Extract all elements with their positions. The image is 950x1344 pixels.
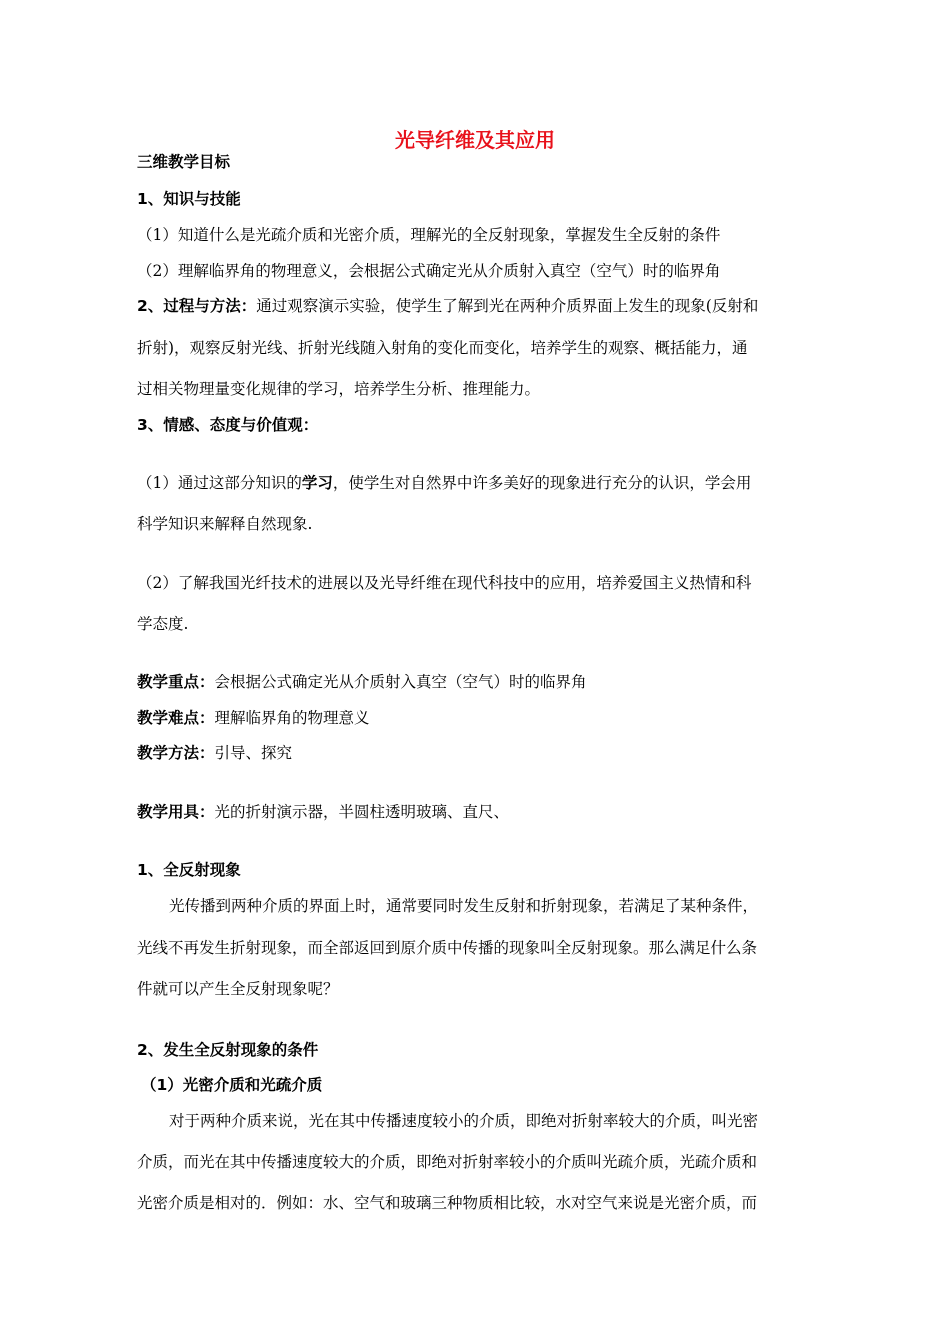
process-heading: 2、过程与方法： (137, 297, 257, 315)
section-2-sub-heading: （1）光密介质和光疏介质 (141, 1076, 323, 1094)
emotion-item-1-post: ，使学生对自然界中许多美好的现象进行充分的认识，学会用 (332, 474, 752, 492)
emotion-item-2-line-2: 学态度. (137, 615, 189, 633)
difficulty-label: 教学难点： (137, 709, 215, 727)
section-1-line-3: 件就可以产生全反射现象呢？ (137, 980, 339, 998)
goals-heading: 三维教学目标 (137, 153, 231, 171)
section-2-heading: 2、发生全反射现象的条件 (137, 1041, 319, 1059)
section-2-line-2: 介质，而光在其中传播速度较大的介质，即绝对折射率较小的介质叫光疏介质，光疏介质和 (137, 1153, 758, 1171)
emotion-item-1-pre: （1）通过这部分知识的 (137, 474, 302, 492)
tools (137, 802, 509, 822)
tools-label: 教学用具： (137, 803, 215, 821)
knowledge-heading: 1、知识与技能 (137, 190, 241, 208)
emotion-item-2-line-1: （2）了解我国光纤技术的进展以及光导纤维在现代科技中的应用，培养爱国主义热情和科 (137, 574, 752, 592)
knowledge-item-1: （1）知道什么是光疏介质和光密介质，理解光的全反射现象，掌握发生全反射的条件 (137, 226, 721, 244)
key-point-text: 会根据公式确定光从介质射入真空（空气）时的临界角 (214, 673, 587, 691)
process-paragraph-line-2: 折射)，观察反射光线、折射光线随入射角的变化而变化，培养学生的观察、概括能力，通 (137, 339, 748, 357)
method-label: 教学方法： (137, 744, 215, 762)
emotion-item-1-line-1 (137, 473, 751, 493)
emotion-heading: 3、情感、态度与价值观： (137, 416, 319, 434)
key-point (137, 672, 587, 692)
section-1-heading: 1、全反射现象 (137, 861, 241, 879)
knowledge-item-2: （2）理解临界角的物理意义，会根据公式确定光从介质射入真空（空气）时的临界角 (137, 262, 721, 280)
method-text: 引导、探究 (214, 744, 293, 762)
process-text: 通过观察演示实验，使学生了解到光在两种介质界面上发生的现象(反射和 (256, 297, 759, 315)
method (137, 743, 292, 763)
key-point-label: 教学重点： (137, 673, 215, 691)
process-paragraph-line-3: 过相关物理量变化规律的学习，培养学生分析、推理能力。 (137, 380, 541, 398)
section-1-line-2: 光线不再发生折射现象，而全部返回到原介质中传播的现象叫全反射现象。那么满足什么条 (137, 939, 758, 957)
difficulty-text: 理解临界角的物理意义 (214, 709, 370, 727)
section-2-line-3: 光密介质是相对的．例如：水、空气和玻璃三种物质相比较，水对空气来说是光密介质，而 (137, 1194, 758, 1212)
emotion-item-1-line-2: 科学知识来解释自然现象. (137, 515, 313, 533)
difficulty (137, 708, 370, 728)
section-2-line-1: 对于两种介质来说，光在其中传播速度较小的介质，即绝对折射率较大的介质，叫光密 (169, 1112, 759, 1130)
process-paragraph-line-1 (137, 296, 758, 316)
section-1-line-1: 光传播到两种介质的界面上时，通常要同时发生反射和折射现象，若满足了某种条件， (169, 897, 759, 915)
emotion-item-1-bold: 学习 (301, 474, 333, 492)
page-title: 光导纤维及其应用 (395, 128, 555, 152)
tools-text: 光的折射演示器，半圆柱透明玻璃、直尺、 (214, 803, 510, 821)
